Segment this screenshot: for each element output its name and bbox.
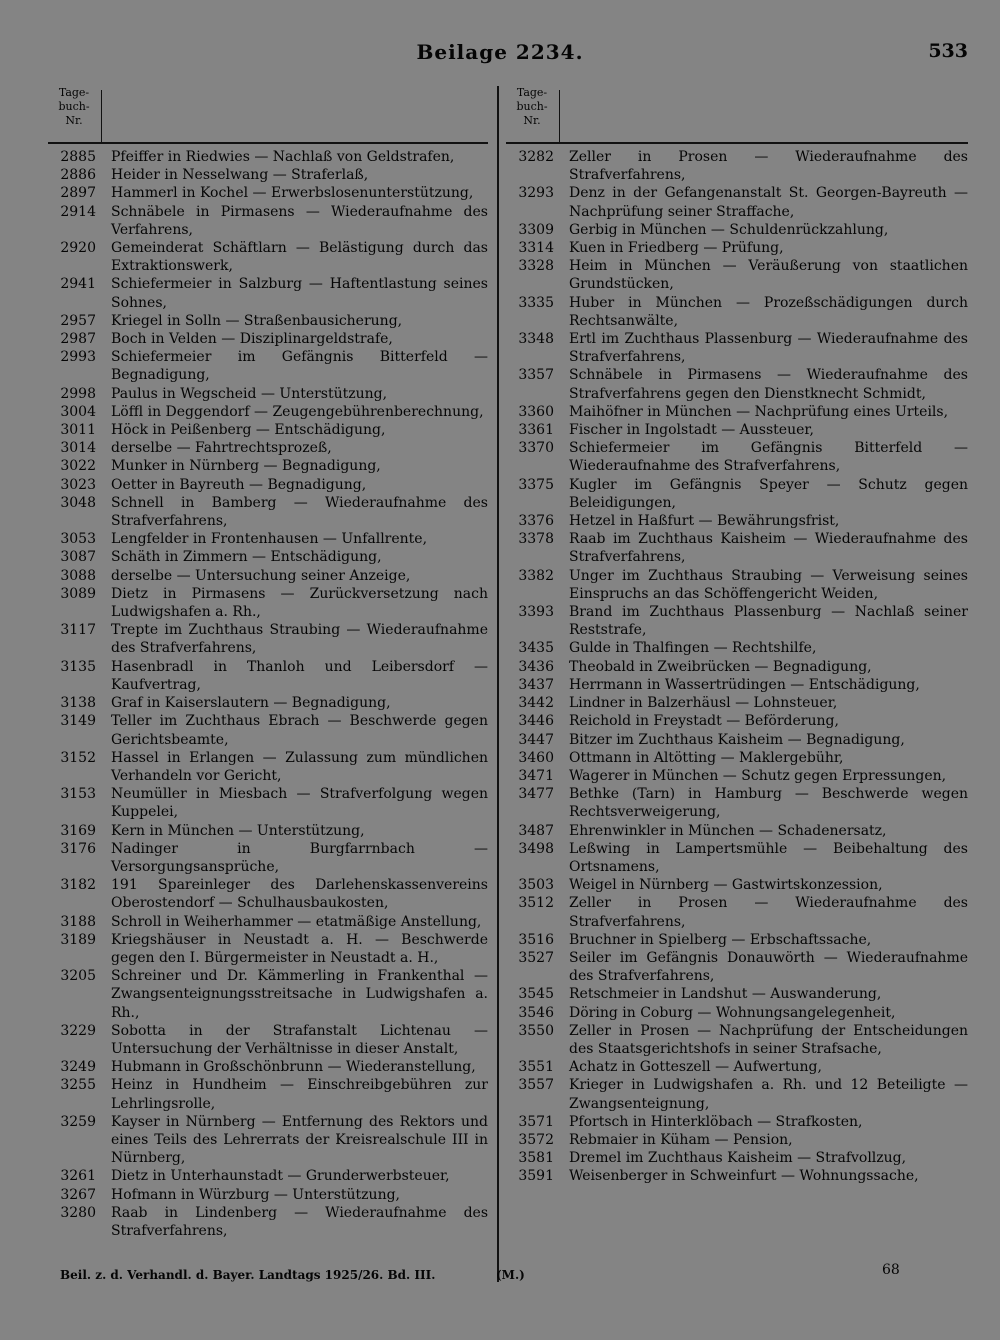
entry-row (506, 476, 968, 512)
footer-mark: (M.) (496, 1268, 525, 1282)
entry-row (48, 822, 488, 840)
entry-number: 3280 (60, 1204, 96, 1221)
entry-number: 3378 (518, 531, 554, 548)
entry-row (506, 985, 968, 1003)
entry-row (506, 530, 968, 566)
entry-text: Wagerer in München — Schutz gegen Erpressungen, (569, 767, 947, 784)
entry-row (506, 949, 968, 985)
entry-number: 3314 (518, 240, 554, 257)
entry-number: 3446 (518, 713, 554, 730)
entry-number: 2914 (60, 203, 96, 220)
entry-number: 3011 (60, 422, 96, 439)
right-entries (506, 148, 968, 1186)
entry-row (48, 712, 488, 748)
entry-text: Bitzer im Zuchthaus Kaisheim — Begnadigung, (569, 731, 905, 748)
entry-text: Paulus in Wegscheid — Unterstützung, (111, 385, 388, 402)
entry-number: 3376 (518, 513, 554, 530)
entry-text: Rebmaier in Küham — Pension, (569, 1131, 793, 1148)
entry-row (506, 749, 968, 767)
entry-number: 3557 (518, 1077, 554, 1094)
entry-row (506, 676, 968, 694)
entry-row (506, 840, 968, 876)
entry-number: 3335 (518, 294, 554, 311)
entry-text: Leßwing in Lampertsmühle — Beibehaltung des Ortsnamens, (569, 840, 968, 875)
entry-number: 2941 (60, 276, 96, 293)
entry-row (48, 1113, 488, 1168)
entry-row (506, 239, 968, 257)
right-column (506, 86, 968, 1186)
entry-text: Krieger in Ludwigshafen a. Rh. und 12 Beteiligte — Zwangsenteignung, (569, 1077, 968, 1112)
entry-number: 3498 (518, 840, 554, 857)
entry-row (506, 1167, 968, 1185)
entry-text: Weigel in Nürnberg — Gastwirtskonzession, (569, 877, 883, 894)
entry-text: Ehrenwinkler in München — Schadenersatz, (569, 822, 887, 839)
entry-number: 3169 (60, 822, 96, 839)
entry-number: 3267 (60, 1186, 96, 1203)
entry-text: Heinz in Hundheim — Einschreibgebühren zur Lehrlingsrolle, (111, 1077, 488, 1112)
entry-row (48, 312, 488, 330)
entry-row (48, 330, 488, 348)
entry-row (506, 822, 968, 840)
entry-text: Herrmann in Wassertrüdingen — Entschädigung, (569, 676, 920, 693)
entry-text: Heim in München — Veräußerung von staatlichen Grundstücken, (569, 258, 968, 293)
entry-text: Trepte im Zuchthaus Straubing — Wiederaufnahme des Strafverfahrens, (111, 622, 488, 657)
entry-number: 3149 (60, 713, 96, 730)
entry-text: Kuen in Friedberg — Prüfung, (569, 240, 784, 257)
entry-row (48, 1186, 488, 1204)
entry-number: 2886 (60, 167, 96, 184)
entry-row (48, 530, 488, 548)
entry-number: 3249 (60, 1059, 96, 1076)
entry-number: 3487 (518, 822, 554, 839)
entry-row (48, 913, 488, 931)
entry-number: 3135 (60, 658, 96, 675)
header-separator (559, 90, 560, 142)
entry-number: 3004 (60, 403, 96, 420)
entry-number: 3153 (60, 786, 96, 803)
entry-number: 3546 (518, 1004, 554, 1021)
entry-text: Neumüller in Miesbach — Strafverfolgung wegen Kuppelei, (111, 786, 488, 821)
entry-text: Hubmann in Großschönbrunn — Wiederanstellung, (111, 1059, 476, 1076)
entry-row (506, 148, 968, 184)
entry-text: Reichold in Freystadt — Beförderung, (569, 713, 839, 730)
entry-text: Raab im Zuchthaus Kaisheim — Wiederaufnahme des Strafverfahrens, (569, 531, 968, 566)
left-column (48, 86, 488, 1240)
entry-text: Kriegel in Solln — Straßenbausicherung, (111, 312, 403, 329)
entry-text: Zeller in Prosen — Wiederaufnahme des Strafverfahrens, (569, 895, 968, 930)
entry-row (48, 658, 488, 694)
entry-text: Schäth in Zimmern — Entschädigung, (111, 549, 382, 566)
entry-text: Gerbig in München — Schuldenrückzahlung, (569, 221, 889, 238)
entry-number: 2998 (60, 385, 96, 402)
entry-row (48, 694, 488, 712)
entry-number: 3189 (60, 931, 96, 948)
entry-number: 3370 (518, 440, 554, 457)
entry-text: Dietz in Pirmasens — Zurückversetzung nach Ludwigshafen a. Rh., (111, 585, 488, 621)
entry-text: Schnäbele in Pirmasens — Wiederaufnahme des Verfahrens, (111, 203, 488, 238)
page-title: Beilage 2234. (416, 40, 584, 64)
entry-text: Nadinger in Burgfarrnbach — Versorgungsansprüche, (111, 840, 488, 875)
entry-row (506, 184, 968, 220)
entry-row (48, 439, 488, 457)
entry-text: Kayser in Nürnberg — Entfernung des Rektors und eines Teils des Lehrerrats der Kreisrealschule III in Nürnberg, (111, 1113, 488, 1167)
entry-text: Dietz in Unterhaunstadt — Grunderwerbsteuer, (111, 1168, 450, 1185)
entry-number: 3437 (518, 676, 554, 693)
entry-row (48, 931, 488, 967)
entry-text: Döring in Coburg — Wohnungsangelegenheit, (569, 1004, 896, 1021)
entry-row (48, 1204, 488, 1240)
entry-text: Bruchner in Spielberg — Erbschaftssache, (569, 931, 872, 948)
header-line-1: Tage- (58, 86, 90, 99)
entry-row (48, 876, 488, 912)
entry-row (48, 1167, 488, 1185)
entry-number: 3545 (518, 986, 554, 1003)
entry-text: Theobald in Zweibrücken — Begnadigung, (569, 658, 872, 675)
left-column-header (48, 86, 488, 144)
entry-text: Weisenberger in Schweinfurt — Wohnungssache, (569, 1168, 919, 1185)
entry-row (48, 421, 488, 439)
left-entries (48, 148, 488, 1240)
entry-text: Kern in München — Unterstützung, (111, 822, 365, 839)
entry-text: Fischer in Ingolstadt — Aussteuer, (569, 422, 814, 439)
entry-number: 3348 (518, 331, 554, 348)
sheet-number: 68 (882, 1262, 900, 1278)
entry-text: Sobotta in der Strafanstalt Lichtenau — Untersuchung der Verhältnisse in dieser Anstalt, (111, 1022, 488, 1057)
entry-row (506, 658, 968, 676)
entry-row (506, 512, 968, 530)
entry-text: Hasenbradl in Thanloh und Leibersdorf — Kaufvertrag, (111, 658, 488, 693)
entry-text: Boch in Velden — Disziplinargeldstrafe, (111, 331, 393, 348)
entry-number: 3550 (518, 1022, 554, 1039)
header-line-3: Nr. (523, 114, 541, 127)
entry-row (506, 876, 968, 894)
entry-number: 3591 (518, 1168, 554, 1185)
entry-row (506, 221, 968, 239)
entry-number: 3360 (518, 403, 554, 420)
entry-row (48, 385, 488, 403)
entry-row (506, 1058, 968, 1076)
entry-row (48, 239, 488, 275)
right-column-header (506, 86, 968, 144)
header-line-1: Tage- (516, 86, 548, 99)
entry-row (48, 749, 488, 785)
header-separator (101, 90, 102, 142)
column-header-label (48, 86, 100, 128)
entry-row (506, 785, 968, 821)
entry-number: 3572 (518, 1131, 554, 1148)
entry-row (506, 1076, 968, 1112)
entry-text: Gulde in Thalfingen — Rechtshilfe, (569, 640, 817, 657)
entry-text: Seiler im Gefängnis Donauwörth — Wiederaufnahme des Strafverfahrens, (569, 949, 968, 985)
entry-number: 3357 (518, 367, 554, 384)
entry-text: Graf in Kaiserslautern — Begnadigung, (111, 695, 391, 712)
entry-row (506, 567, 968, 603)
entry-number: 2885 (60, 149, 96, 165)
entry-text: Hetzel in Haßfurt — Bewährungsfrist, (569, 513, 840, 530)
entry-text: derselbe — Untersuchung seiner Anzeige, (111, 567, 411, 584)
entry-number: 3581 (518, 1150, 554, 1167)
entry-text: Dremel im Zuchthaus Kaisheim — Strafvollzug, (569, 1150, 907, 1167)
entry-number: 3053 (60, 531, 96, 548)
entry-number: 3259 (60, 1113, 96, 1130)
entry-number: 3328 (518, 258, 554, 275)
entry-number: 3361 (518, 422, 554, 439)
entry-row (48, 494, 488, 530)
entry-number: 2987 (60, 331, 96, 348)
entry-text: Schnell in Bamberg — Wiederaufnahme des Strafverfahrens, (111, 494, 488, 530)
entry-text: Ertl im Zuchthaus Plassenburg — Wiederaufnahme des Strafverfahrens, (569, 331, 968, 366)
entry-number: 2920 (60, 240, 96, 257)
entry-row (48, 1022, 488, 1058)
entry-number: 2897 (60, 185, 96, 202)
entry-text: Schreiner und Dr. Kämmerling in Frankenthal — Zwangsenteignungsstreitsache in Ludwigshafen a. Rh., (111, 968, 488, 1021)
entry-number: 3138 (60, 695, 96, 712)
entry-row (506, 767, 968, 785)
entry-text: Pfeiffer in Riedwies — Nachlaß von Geldstrafen, (111, 149, 455, 165)
entry-row (48, 166, 488, 184)
entry-row (506, 366, 968, 402)
entry-row (506, 694, 968, 712)
entry-text: Zeller in Prosen — Nachprüfung der Entscheidungen des Staatsgerichtshofs in seiner Strafsache, (569, 1022, 968, 1057)
entry-number: 3551 (518, 1059, 554, 1076)
entry-row (48, 184, 488, 202)
header-line-3: Nr. (65, 114, 83, 127)
entry-number: 2957 (60, 312, 96, 329)
entry-text: Schiefermeier im Gefängnis Bitterfeld — Wiederaufnahme des Strafverfahrens, (569, 440, 968, 475)
entry-row (48, 203, 488, 239)
entry-row (506, 639, 968, 657)
entry-text: Schiefermeier in Salzburg — Haftentlastung seines Sohnes, (111, 276, 488, 311)
entry-row (506, 421, 968, 439)
entry-text: Lindner in Balzerhäusl — Lohnsteuer, (569, 695, 838, 712)
entry-row (48, 785, 488, 821)
entry-number: 3229 (60, 1022, 96, 1039)
entry-text: Unger im Zuchthaus Straubing — Verweisung seines Einspruchs an das Schöffengericht Weiden, (569, 567, 968, 602)
entry-row (48, 348, 488, 384)
entry-text: Hassel in Erlangen — Zulassung zum mündlichen Verhandeln vor Gericht, (111, 749, 488, 784)
entry-row (506, 894, 968, 930)
entry-row (48, 585, 488, 621)
entry-row (48, 403, 488, 421)
entry-text: Retschmeier in Landshut — Auswanderung, (569, 986, 882, 1003)
entry-number: 3375 (518, 476, 554, 493)
entry-text: Heider in Nesselwang — Straferlaß, (111, 167, 369, 184)
entry-row (506, 257, 968, 293)
entry-text: Gemeinderat Schäftlarn — Belästigung durch das Extraktionswerk, (111, 240, 488, 275)
entry-number: 3460 (518, 749, 554, 766)
entry-text: Huber in München — Prozeßschädigungen durch Rechtsanwälte, (569, 294, 968, 329)
entry-number: 3088 (60, 567, 96, 584)
entry-number: 3014 (60, 440, 96, 457)
entry-number: 3309 (518, 221, 554, 238)
entry-number: 3393 (518, 604, 554, 621)
entry-row (48, 567, 488, 585)
entry-number: 3293 (518, 185, 554, 202)
entry-number: 3503 (518, 877, 554, 894)
entry-text: Achatz in Gotteszell — Aufwertung, (569, 1059, 822, 1076)
entry-number: 3188 (60, 913, 96, 930)
header-line-2: buch- (58, 100, 90, 113)
entry-number: 3382 (518, 567, 554, 584)
entry-number: 3282 (518, 149, 554, 165)
entry-text: Kugler im Gefängnis Speyer — Schutz gegen Beleidigungen, (569, 476, 968, 511)
entry-number: 3261 (60, 1168, 96, 1185)
entry-number: 3087 (60, 549, 96, 566)
entry-text: Löffl in Deggendorf — Zeugengebührenberechnung, (111, 403, 484, 420)
entry-text: Zeller in Prosen — Wiederaufnahme des Strafverfahrens, (569, 149, 968, 184)
entry-number: 3205 (60, 968, 96, 985)
entry-number: 3117 (60, 622, 96, 639)
entry-text: Pfortsch in Hinterklöbach — Strafkosten, (569, 1113, 863, 1130)
entry-row (506, 1022, 968, 1058)
entry-row (48, 621, 488, 657)
entry-number: 3471 (518, 767, 554, 784)
entry-number: 2993 (60, 349, 96, 366)
entry-row (48, 148, 488, 166)
entry-number: 3182 (60, 877, 96, 894)
entry-number: 3447 (518, 731, 554, 748)
entry-text: Hofmann in Würzburg — Unterstützung, (111, 1186, 401, 1203)
entry-number: 3089 (60, 585, 96, 602)
entry-text: Munker in Nürnberg — Begnadigung, (111, 458, 381, 475)
entry-number: 3176 (60, 840, 96, 857)
footer-source: Beil. z. d. Verhandl. d. Bayer. Landtags 1925/26. Bd. III. (60, 1268, 436, 1282)
entry-text: Hammerl in Kochel — Erwerbslosenunterstützung, (111, 185, 474, 202)
entry-number: 3435 (518, 640, 554, 657)
entry-number: 3477 (518, 786, 554, 803)
entry-row (506, 712, 968, 730)
entry-text: Höck in Peißenberg — Entschädigung, (111, 422, 386, 439)
entry-row (48, 476, 488, 494)
entry-text: Kriegshäuser in Neustadt a. H. — Beschwerde gegen den I. Bürgermeister in Neustadt a. H., (111, 931, 488, 966)
entry-row (48, 1058, 488, 1076)
entry-number: 3023 (60, 476, 96, 493)
page-number: 533 (928, 40, 968, 62)
entry-number: 3571 (518, 1113, 554, 1130)
column-header-label (506, 86, 558, 128)
entry-text: Maihöfner in München — Nachprüfung eines Urteils, (569, 403, 949, 420)
entry-number: 3255 (60, 1077, 96, 1094)
header-line-2: buch- (516, 100, 548, 113)
entry-number: 3527 (518, 949, 554, 966)
entry-row (506, 1131, 968, 1149)
entry-number: 3022 (60, 458, 96, 475)
entry-text: Schnäbele in Pirmasens — Wiederaufnahme des Strafverfahrens gegen den Dienstknecht Schmidt, (569, 367, 968, 402)
entry-row (506, 731, 968, 749)
entry-row (48, 840, 488, 876)
entry-text: Raab in Lindenberg — Wiederaufnahme des Strafverfahrens, (111, 1204, 488, 1239)
entry-text: Lengfelder in Frontenhausen — Unfallrente, (111, 531, 428, 548)
entry-row (48, 457, 488, 475)
entry-row (506, 294, 968, 330)
entry-text: Teller im Zuchthaus Ebrach — Beschwerde gegen Gerichtsbeamte, (111, 713, 488, 748)
entry-text: Bethke (Tarn) in Hamburg — Beschwerde wegen Rechtsverweigerung, (569, 786, 968, 821)
entry-text: Ottmann in Altötting — Maklergebühr, (569, 749, 844, 766)
entry-row (48, 1076, 488, 1112)
entry-text: derselbe — Fahrtrechtsprozeß, (111, 440, 332, 457)
entry-number: 3152 (60, 749, 96, 766)
entry-text: Schiefermeier im Gefängnis Bitterfeld — Begnadigung, (111, 349, 488, 384)
entry-row (506, 330, 968, 366)
entry-row (48, 548, 488, 566)
entry-text: 191 Spareinleger des Darlehenskassenvereins Oberostendorf — Schulhausbaukosten, (111, 877, 488, 912)
entry-text: Denz in der Gefangenanstalt St. Georgen-Bayreuth — Nachprüfung seiner Straffache, (569, 185, 968, 220)
entry-row (506, 1004, 968, 1022)
entry-row (506, 931, 968, 949)
column-divider (497, 86, 499, 1282)
entry-row (48, 275, 488, 311)
entry-text: Oetter in Bayreuth — Begnadigung, (111, 476, 367, 493)
entry-row (506, 439, 968, 475)
entry-row (506, 1149, 968, 1167)
entry-number: 3048 (60, 494, 96, 511)
entry-text: Brand im Zuchthaus Plassenburg — Nachlaß seiner Reststrafe, (569, 604, 968, 639)
entry-number: 3512 (518, 895, 554, 912)
entry-number: 3516 (518, 931, 554, 948)
entry-number: 3436 (518, 658, 554, 675)
entry-row (506, 1113, 968, 1131)
entry-text: Schroll in Weiherhammer — etatmäßige Anstellung, (111, 913, 482, 930)
entry-number: 3442 (518, 695, 554, 712)
entry-row (506, 403, 968, 421)
entry-row (48, 967, 488, 1022)
entry-row (506, 603, 968, 639)
